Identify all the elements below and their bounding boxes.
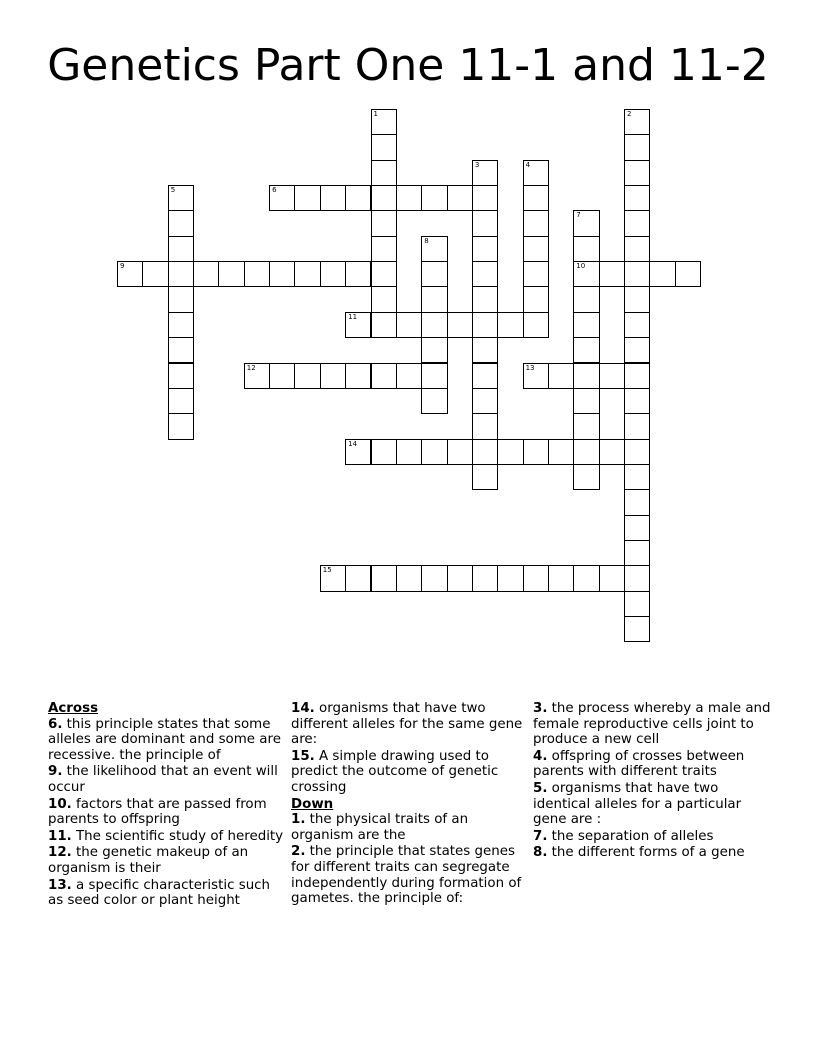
grid-cell[interactable] bbox=[421, 236, 447, 262]
grid-cell[interactable] bbox=[396, 565, 422, 591]
grid-cell[interactable] bbox=[168, 185, 194, 211]
grid-cell[interactable] bbox=[269, 363, 295, 389]
grid-cell[interactable] bbox=[548, 439, 574, 465]
grid-cell[interactable] bbox=[345, 363, 371, 389]
cell-number: 1 bbox=[373, 110, 378, 118]
cell-number: 4 bbox=[525, 160, 531, 169]
grid-cell[interactable] bbox=[573, 236, 599, 262]
cell-number: 7 bbox=[576, 211, 581, 220]
grid-cell[interactable] bbox=[497, 439, 523, 465]
grid-cell[interactable] bbox=[624, 464, 650, 490]
grid-cell[interactable] bbox=[472, 363, 498, 389]
grid-cell[interactable] bbox=[523, 363, 549, 389]
grid-cell[interactable] bbox=[371, 286, 397, 312]
grid-cell[interactable] bbox=[371, 236, 397, 262]
across-clue-12: 12. the genetic makeup of an organism is their bbox=[48, 845, 249, 876]
grid-cell[interactable] bbox=[371, 312, 397, 338]
cell-number: 8 bbox=[424, 236, 429, 245]
grid-cell[interactable] bbox=[421, 261, 447, 287]
grid-cell[interactable] bbox=[472, 388, 498, 414]
grid-cell[interactable] bbox=[371, 261, 397, 287]
cell-number: 3 bbox=[474, 160, 480, 169]
grid-cell[interactable] bbox=[624, 337, 650, 363]
grid-cell[interactable] bbox=[244, 261, 270, 287]
grid-cell[interactable] bbox=[523, 439, 549, 465]
grid-cell[interactable] bbox=[624, 439, 650, 465]
grid-cell[interactable] bbox=[371, 210, 397, 236]
grid-cell[interactable] bbox=[472, 286, 498, 312]
grid-cell[interactable] bbox=[599, 565, 625, 591]
grid-cell[interactable] bbox=[472, 337, 498, 363]
grid-cell[interactable] bbox=[624, 160, 650, 186]
down-clue-2: 2. the principle that states genes for different traits can segregate independently during formation of gametes. the principle of: bbox=[291, 844, 522, 907]
across-clue-13: 13. a specific characteristic such as seed color or plant height bbox=[48, 877, 271, 909]
grid-cell[interactable] bbox=[269, 185, 295, 211]
grid-cell[interactable] bbox=[624, 363, 650, 389]
grid-cell[interactable] bbox=[675, 261, 701, 287]
grid-cell[interactable] bbox=[345, 439, 371, 465]
grid-cell[interactable] bbox=[472, 464, 498, 490]
grid-cell[interactable] bbox=[523, 565, 549, 591]
puzzle-title: Genetics Part One 11-1 and 11-2 bbox=[47, 40, 769, 91]
grid-cell[interactable] bbox=[523, 185, 549, 211]
grid-cell[interactable] bbox=[624, 134, 650, 160]
grid-cell[interactable] bbox=[624, 489, 650, 515]
grid-cell[interactable] bbox=[523, 160, 549, 186]
grid-cell[interactable] bbox=[244, 363, 270, 389]
grid-cell[interactable] bbox=[447, 312, 473, 338]
grid-cell[interactable] bbox=[218, 261, 244, 287]
grid-cell[interactable] bbox=[168, 286, 194, 312]
grid-cell[interactable] bbox=[624, 540, 650, 566]
grid-cell[interactable] bbox=[624, 312, 650, 338]
across-clue-6: 6. this principle states that some alleles are dominant and some are recessive. the principle of bbox=[48, 716, 281, 763]
cell-number: 11 bbox=[348, 312, 358, 321]
grid-cell[interactable] bbox=[472, 312, 498, 338]
grid-cell[interactable] bbox=[320, 185, 346, 211]
cell-number: 5 bbox=[170, 186, 176, 195]
clues-column-2 bbox=[291, 701, 529, 908]
grid-cell[interactable] bbox=[117, 261, 143, 287]
grid-cell[interactable] bbox=[294, 363, 320, 389]
grid-cell[interactable] bbox=[599, 439, 625, 465]
grid-cell[interactable] bbox=[548, 363, 574, 389]
grid-cell[interactable] bbox=[447, 565, 473, 591]
grid-cell[interactable] bbox=[371, 363, 397, 389]
grid-cell[interactable] bbox=[421, 388, 447, 414]
grid-cell[interactable] bbox=[472, 413, 498, 439]
grid-cell[interactable] bbox=[168, 312, 194, 338]
grid-cell[interactable] bbox=[320, 363, 346, 389]
grid-cell[interactable] bbox=[624, 565, 650, 591]
grid-cell[interactable] bbox=[624, 286, 650, 312]
grid-cell[interactable] bbox=[168, 261, 194, 287]
across-clue-15: 15. A simple drawing used to predict the outcome of genetic crossing bbox=[291, 748, 499, 795]
grid-cell[interactable] bbox=[497, 312, 523, 338]
grid-cell[interactable] bbox=[523, 261, 549, 287]
down-clue-1: 1. the physical traits of an organism are the bbox=[291, 812, 469, 843]
down-heading: Down bbox=[291, 796, 334, 812]
grid-cell[interactable] bbox=[142, 261, 168, 287]
grid-cell[interactable] bbox=[447, 185, 473, 211]
grid-cell[interactable] bbox=[624, 388, 650, 414]
grid-cell[interactable] bbox=[168, 363, 194, 389]
grid-cell[interactable] bbox=[573, 388, 599, 414]
grid-cell[interactable] bbox=[624, 515, 650, 541]
grid-cell[interactable] bbox=[168, 337, 194, 363]
grid-cell[interactable] bbox=[294, 185, 320, 211]
grid-cell[interactable] bbox=[624, 616, 650, 642]
grid-cell[interactable] bbox=[345, 185, 371, 211]
grid-cell[interactable] bbox=[472, 160, 498, 186]
across-clue-14: 14. organisms that have two different alleles for the same gene are: bbox=[291, 701, 523, 748]
down-clue-3: 3. the process whereby a male and female reproductive cells joint to produce a new cell bbox=[533, 701, 771, 748]
grid-cell[interactable] bbox=[193, 261, 219, 287]
grid-cell[interactable] bbox=[168, 413, 194, 439]
grid-cell[interactable] bbox=[269, 261, 295, 287]
grid-cell[interactable] bbox=[396, 312, 422, 338]
cell-number: 13 bbox=[525, 363, 535, 372]
grid-cell[interactable] bbox=[345, 312, 371, 338]
grid-cell[interactable] bbox=[573, 363, 599, 389]
grid-cell[interactable] bbox=[624, 185, 650, 211]
down-clue-8: 8. the different forms of a gene bbox=[533, 845, 745, 861]
grid-cell[interactable] bbox=[396, 185, 422, 211]
across-clue-9: 9. the likelihood that an event will occur bbox=[48, 764, 278, 795]
grid-cell[interactable] bbox=[421, 363, 447, 389]
grid-cell[interactable] bbox=[371, 134, 397, 160]
clues-column-1 bbox=[48, 701, 286, 910]
grid-cell[interactable] bbox=[624, 261, 650, 287]
grid-cell[interactable] bbox=[421, 337, 447, 363]
grid-cell[interactable] bbox=[472, 185, 498, 211]
grid-cell[interactable] bbox=[168, 210, 194, 236]
grid-cell[interactable] bbox=[624, 591, 650, 617]
cell-number: 2 bbox=[627, 110, 632, 118]
grid-cell[interactable] bbox=[421, 286, 447, 312]
grid-cell[interactable] bbox=[421, 185, 447, 211]
grid-cell[interactable] bbox=[396, 363, 422, 389]
grid-cell[interactable] bbox=[320, 261, 346, 287]
grid-cell[interactable] bbox=[573, 210, 599, 236]
grid-cell[interactable] bbox=[371, 565, 397, 591]
grid-cell[interactable] bbox=[320, 565, 346, 591]
grid-cell[interactable] bbox=[573, 286, 599, 312]
grid-cell[interactable] bbox=[573, 337, 599, 363]
grid-cell[interactable] bbox=[371, 185, 397, 211]
grid-cell[interactable] bbox=[523, 210, 549, 236]
grid-cell[interactable] bbox=[168, 388, 194, 414]
across-clue-10: 10. factors that are passed from parents to offspring bbox=[48, 796, 267, 828]
grid-cell[interactable] bbox=[472, 210, 498, 236]
grid-cell[interactable] bbox=[345, 261, 371, 287]
grid-cell[interactable] bbox=[497, 565, 523, 591]
grid-cell[interactable] bbox=[624, 210, 650, 236]
cell-number: 14 bbox=[348, 439, 358, 448]
grid-cell[interactable] bbox=[472, 236, 498, 262]
cell-number: 6 bbox=[272, 186, 277, 195]
clues-column-3 bbox=[533, 701, 771, 862]
grid-cell[interactable] bbox=[396, 439, 422, 465]
grid-cell[interactable] bbox=[624, 109, 650, 135]
grid-cell[interactable] bbox=[294, 261, 320, 287]
cell-number: 15 bbox=[322, 566, 332, 575]
grid-cell[interactable] bbox=[371, 109, 397, 135]
cell-number: 12 bbox=[246, 363, 256, 372]
down-clue-4: 4. offspring of crosses between parents with different traits bbox=[533, 748, 745, 780]
grid-cell[interactable] bbox=[548, 565, 574, 591]
grid-cell[interactable] bbox=[573, 439, 599, 465]
grid-cell[interactable] bbox=[573, 312, 599, 338]
down-clue-5: 5. organisms that have two identical alleles for a particular gene are : bbox=[533, 780, 742, 828]
grid-cell[interactable] bbox=[573, 565, 599, 591]
grid-cell[interactable] bbox=[371, 439, 397, 465]
grid-cell[interactable] bbox=[599, 261, 625, 287]
grid-cell[interactable] bbox=[421, 565, 447, 591]
grid-cell[interactable] bbox=[573, 261, 599, 287]
grid-cell[interactable] bbox=[599, 363, 625, 389]
grid-cell[interactable] bbox=[573, 413, 599, 439]
grid-cell[interactable] bbox=[472, 261, 498, 287]
grid-cell[interactable] bbox=[624, 413, 650, 439]
grid-cell[interactable] bbox=[523, 236, 549, 262]
grid-cell[interactable] bbox=[421, 312, 447, 338]
grid-cell[interactable] bbox=[447, 439, 473, 465]
grid-cell[interactable] bbox=[345, 565, 371, 591]
grid-cell[interactable] bbox=[472, 439, 498, 465]
grid-cell[interactable] bbox=[624, 236, 650, 262]
cell-number: 9 bbox=[120, 262, 125, 271]
across-clue-11: 11. The scientific study of heredity bbox=[48, 828, 284, 844]
grid-cell[interactable] bbox=[168, 236, 194, 262]
across-heading: Across bbox=[48, 701, 99, 716]
grid-cell[interactable] bbox=[371, 160, 397, 186]
grid-cell[interactable] bbox=[523, 286, 549, 312]
grid-cell[interactable] bbox=[472, 565, 498, 591]
grid-cell[interactable] bbox=[573, 464, 599, 490]
cell-number: 10 bbox=[576, 262, 586, 271]
grid-cell[interactable] bbox=[523, 312, 549, 338]
grid-cell[interactable] bbox=[421, 439, 447, 465]
grid-cell[interactable] bbox=[649, 261, 675, 287]
down-clue-7: 7. the separation of alleles bbox=[533, 828, 714, 844]
